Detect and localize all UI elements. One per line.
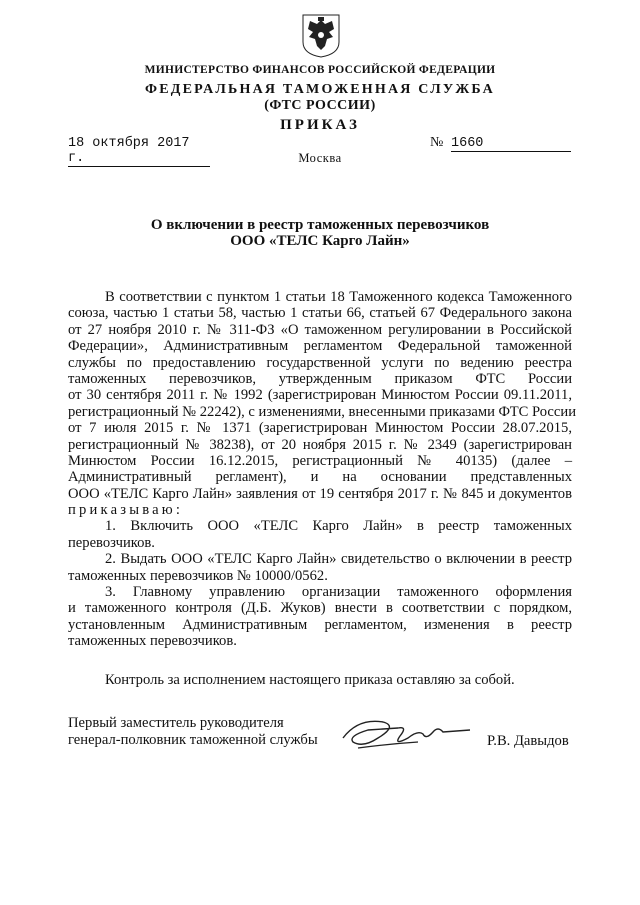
body-text [68, 289, 577, 650]
item-2: 2. Выдать ООО «ТЕЛС Карго Лайн» свидетельство о включении в реестр [105, 551, 572, 568]
closing-text: Контроль за исполнением настоящего приказа оставляю за собой. [105, 672, 515, 688]
ministry-name: МИНИСТЕРСТВО ФИНАНСОВ РОССИЙСКОЙ ФЕДЕРАЦИИ [144, 64, 496, 76]
city: Москва [298, 151, 342, 165]
body-line: ООО «ТЕЛС Карго Лайн» заявления от 19 сентября 2017 г. № 845 и документов [68, 485, 572, 502]
title-line-1: О включении в реестр таможенных перевозчиков [150, 217, 490, 233]
body-line: от 30 сентября 2011 г. № 1992 (зарегистрирован Минюстом России 09.11.2011, [68, 387, 572, 404]
order-word: приказываю: [68, 502, 184, 519]
body-line: установленным Административным регламентом, изменения в реестр [68, 616, 572, 633]
signatory-name: Р.В. Давыдов [487, 733, 569, 749]
body-line: Федерации», Административным регламентом Федеральной таможенной [68, 338, 572, 355]
item-3: 3. Главному управлению организации таможенного оформления [105, 584, 572, 601]
body-line: таможенных перевозчиков № 10000/0562. [68, 567, 328, 584]
body-line: от 7 июля 2015 г. № 1371 (зарегистрирован Минюстом России 28.07.2015, [68, 420, 572, 437]
body-line: от 27 ноября 2010 г. № 311-ФЗ «О таможенном регулировании в Российской [68, 321, 572, 338]
service-name: ФЕДЕРАЛЬНАЯ ТАМОЖЕННАЯ СЛУЖБА [145, 82, 495, 97]
coat-of-arms-icon [299, 12, 343, 58]
body-line: службы по предоставлению государственной услуги по ведению реестра [68, 354, 572, 371]
body-line: регистрационный № 38238), от 20 ноября 2015 г. № 2349 (зарегистрирован [68, 436, 572, 453]
body-line: таможенных перевозчиков. [68, 633, 237, 650]
body-line: Административный регламент), и на основании представленных [68, 469, 572, 486]
body-line: регистрационный № 22242), с изменениями, внесенными приказами ФТС России [68, 403, 577, 420]
body-line: В соответствии с пунктом 1 статьи 18 Таможенного кодекса Таможенного [105, 289, 572, 305]
body-line: перевозчиков. [68, 534, 155, 551]
body-line: союза, частью 1 статьи 58, частью 1 статьи 66, статьей 67 Федерального закона [68, 305, 572, 322]
order-date: 18 октября 2017 г. [68, 136, 210, 167]
body-line: и таможенного контроля (Д.Б. Жуков) внести в соответствии с порядком, [68, 600, 572, 617]
position-line-2: генерал-полковник таможенной службы [68, 732, 318, 748]
emblem [299, 12, 343, 58]
item-1: 1. Включить ООО «ТЕЛС Карго Лайн» в реестр таможенных [105, 518, 572, 535]
document-type: ПРИКАЗ [280, 117, 360, 133]
order-number: 1660 [451, 136, 571, 152]
body-line: Минюстом России 16.12.2015, регистрационный № 40135) (далее – [68, 452, 572, 469]
signatory-position [68, 715, 318, 749]
title-line-2: ООО «ТЕЛС Карго Лайн» [230, 233, 410, 249]
body-line: таможенных перевозчиков, утвержденным приказом ФТС России [68, 370, 572, 387]
service-short-name: (ФТС РОССИИ) [264, 98, 376, 113]
number-label: № [430, 135, 444, 150]
handwritten-signature [338, 708, 478, 763]
position-line-1: Первый заместитель руководителя [68, 715, 284, 731]
